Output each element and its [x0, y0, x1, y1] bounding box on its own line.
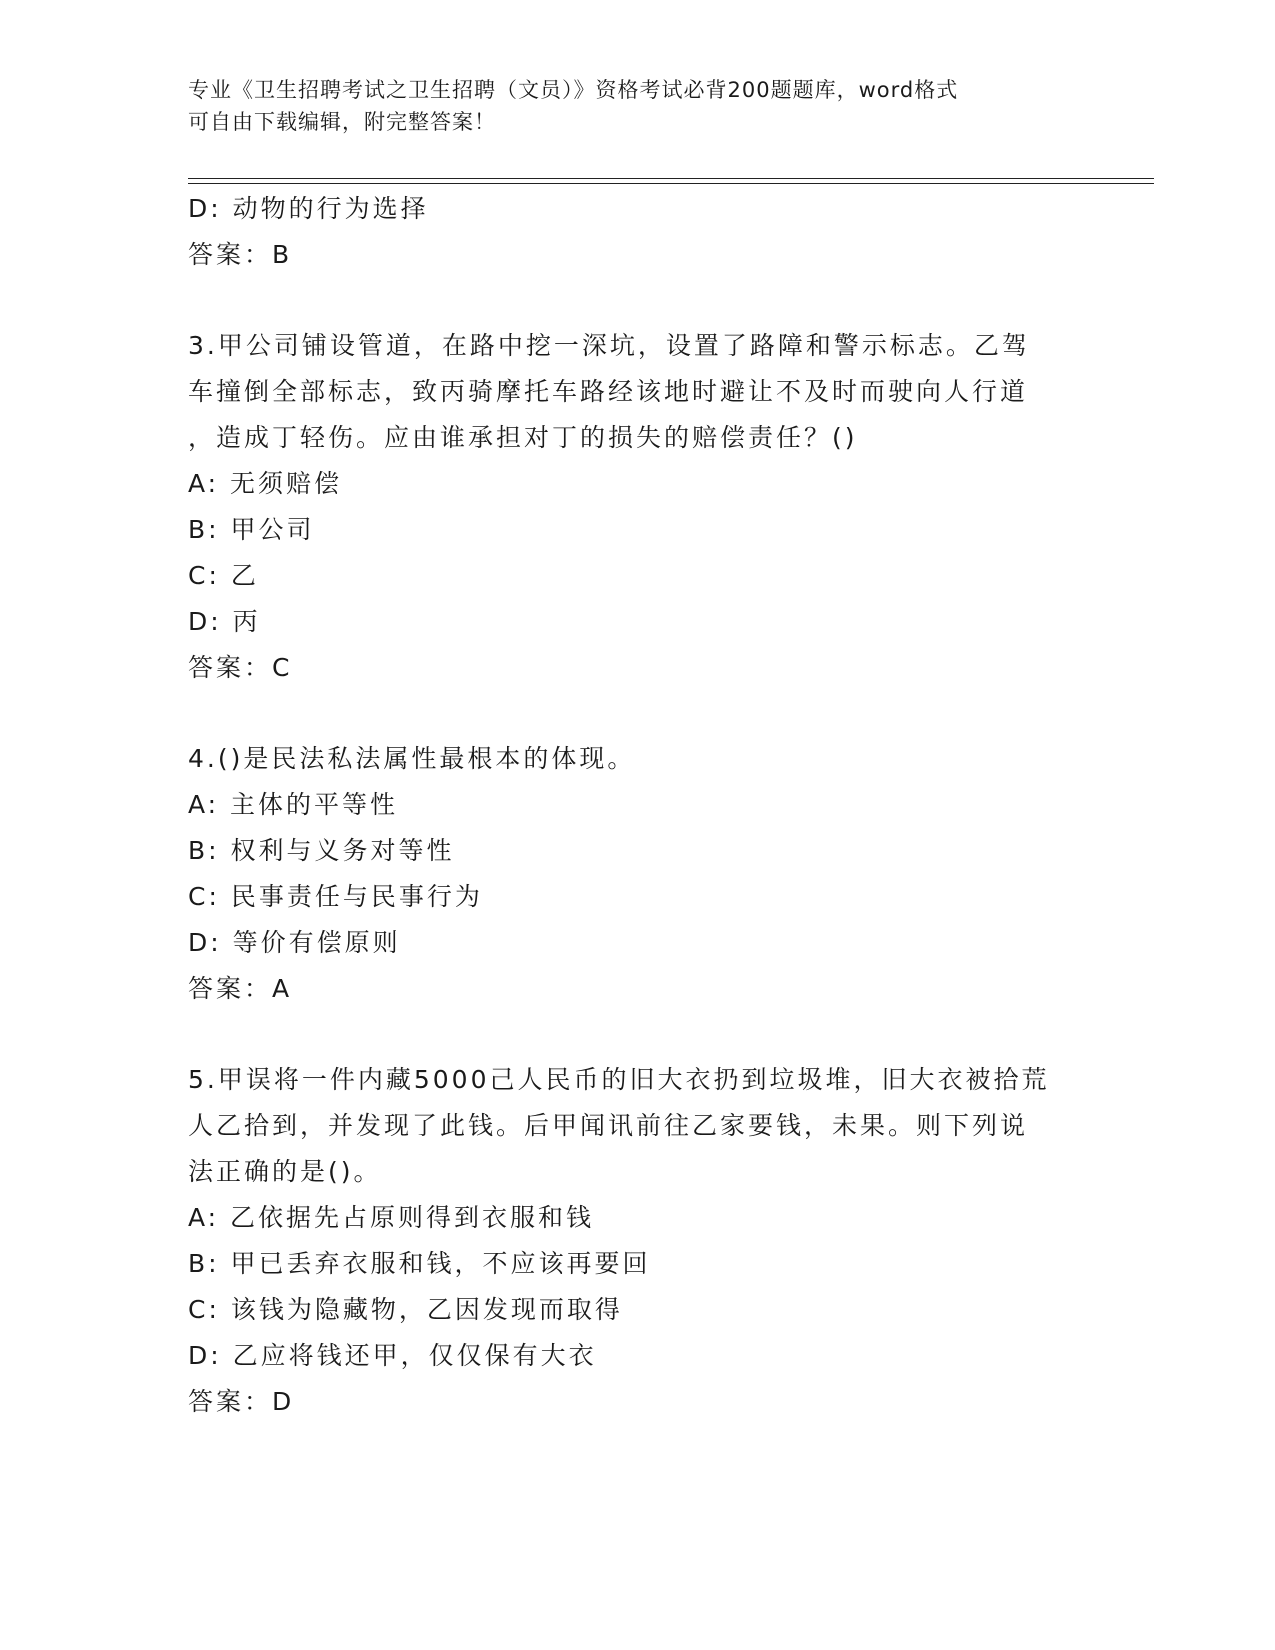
option-b: B: 甲已丢弃衣服和钱，不应该再要回: [188, 1249, 651, 1278]
option-b: B: 甲公司: [188, 515, 315, 544]
option-c: C: 民事责任与民事行为: [188, 882, 483, 911]
option-a: A: 主体的平等性: [188, 790, 399, 819]
question-stem-line: 4.()是民法私法属性最根本的体现。: [188, 744, 636, 773]
spacer: [188, 1012, 1088, 1057]
question-stem-line: 3.甲公司铺设管道，在路中挖一深坑，设置了路障和警示标志。乙驾: [188, 331, 1030, 360]
question-body: [188, 186, 1088, 1425]
answer-line: 答案：B: [188, 240, 293, 269]
option-d: D: 丙: [188, 607, 261, 636]
option-d: D: 等价有偿原则: [188, 928, 401, 957]
question-stem-line: 人乙拾到，并发现了此钱。后甲闻讯前往乙家要钱，未果。则下列说: [188, 1111, 1029, 1140]
header-line-2: 可自由下载编辑，附完整答案！: [188, 110, 496, 134]
answer-line: 答案：A: [188, 974, 293, 1003]
document-header: [188, 74, 1088, 138]
answer-line: 答案：C: [188, 653, 293, 682]
option-a: A: 无须赔偿: [188, 469, 343, 498]
spacer: [188, 691, 1088, 736]
header-divider-top: [188, 178, 1154, 179]
question-stem-line: 5.甲误将一件内藏5000己人民币的旧大衣扔到垃圾堆，旧大衣被拾荒: [188, 1065, 1050, 1094]
option-d: D: 动物的行为选择: [188, 194, 429, 223]
question-3: [188, 323, 1088, 691]
question-stem-line: 法正确的是()。: [188, 1157, 382, 1186]
option-c: C: 乙: [188, 561, 259, 590]
question-stem-line: ，造成丁轻伤。应由谁承担对丁的损失的赔偿责任？(): [188, 423, 858, 452]
option-b: B: 权利与义务对等性: [188, 836, 455, 865]
option-c: C: 该钱为隐藏物，乙因发现而取得: [188, 1295, 623, 1324]
spacer: [188, 278, 1088, 323]
question-5: [188, 1057, 1088, 1425]
option-d: D: 乙应将钱还甲，仅仅保有大衣: [188, 1341, 597, 1370]
option-a: A: 乙依据先占原则得到衣服和钱: [188, 1203, 595, 1232]
header-line-1: 专业《卫生招聘考试之卫生招聘（文员）》资格考试必背200题题库，word格式: [188, 78, 959, 102]
answer-line: 答案：D: [188, 1387, 295, 1416]
question-stem-line: 车撞倒全部标志，致丙骑摩托车路经该地时避让不及时而驶向人行道: [188, 377, 1029, 406]
question-4: [188, 736, 1088, 1012]
header-divider-bottom: [188, 183, 1154, 184]
